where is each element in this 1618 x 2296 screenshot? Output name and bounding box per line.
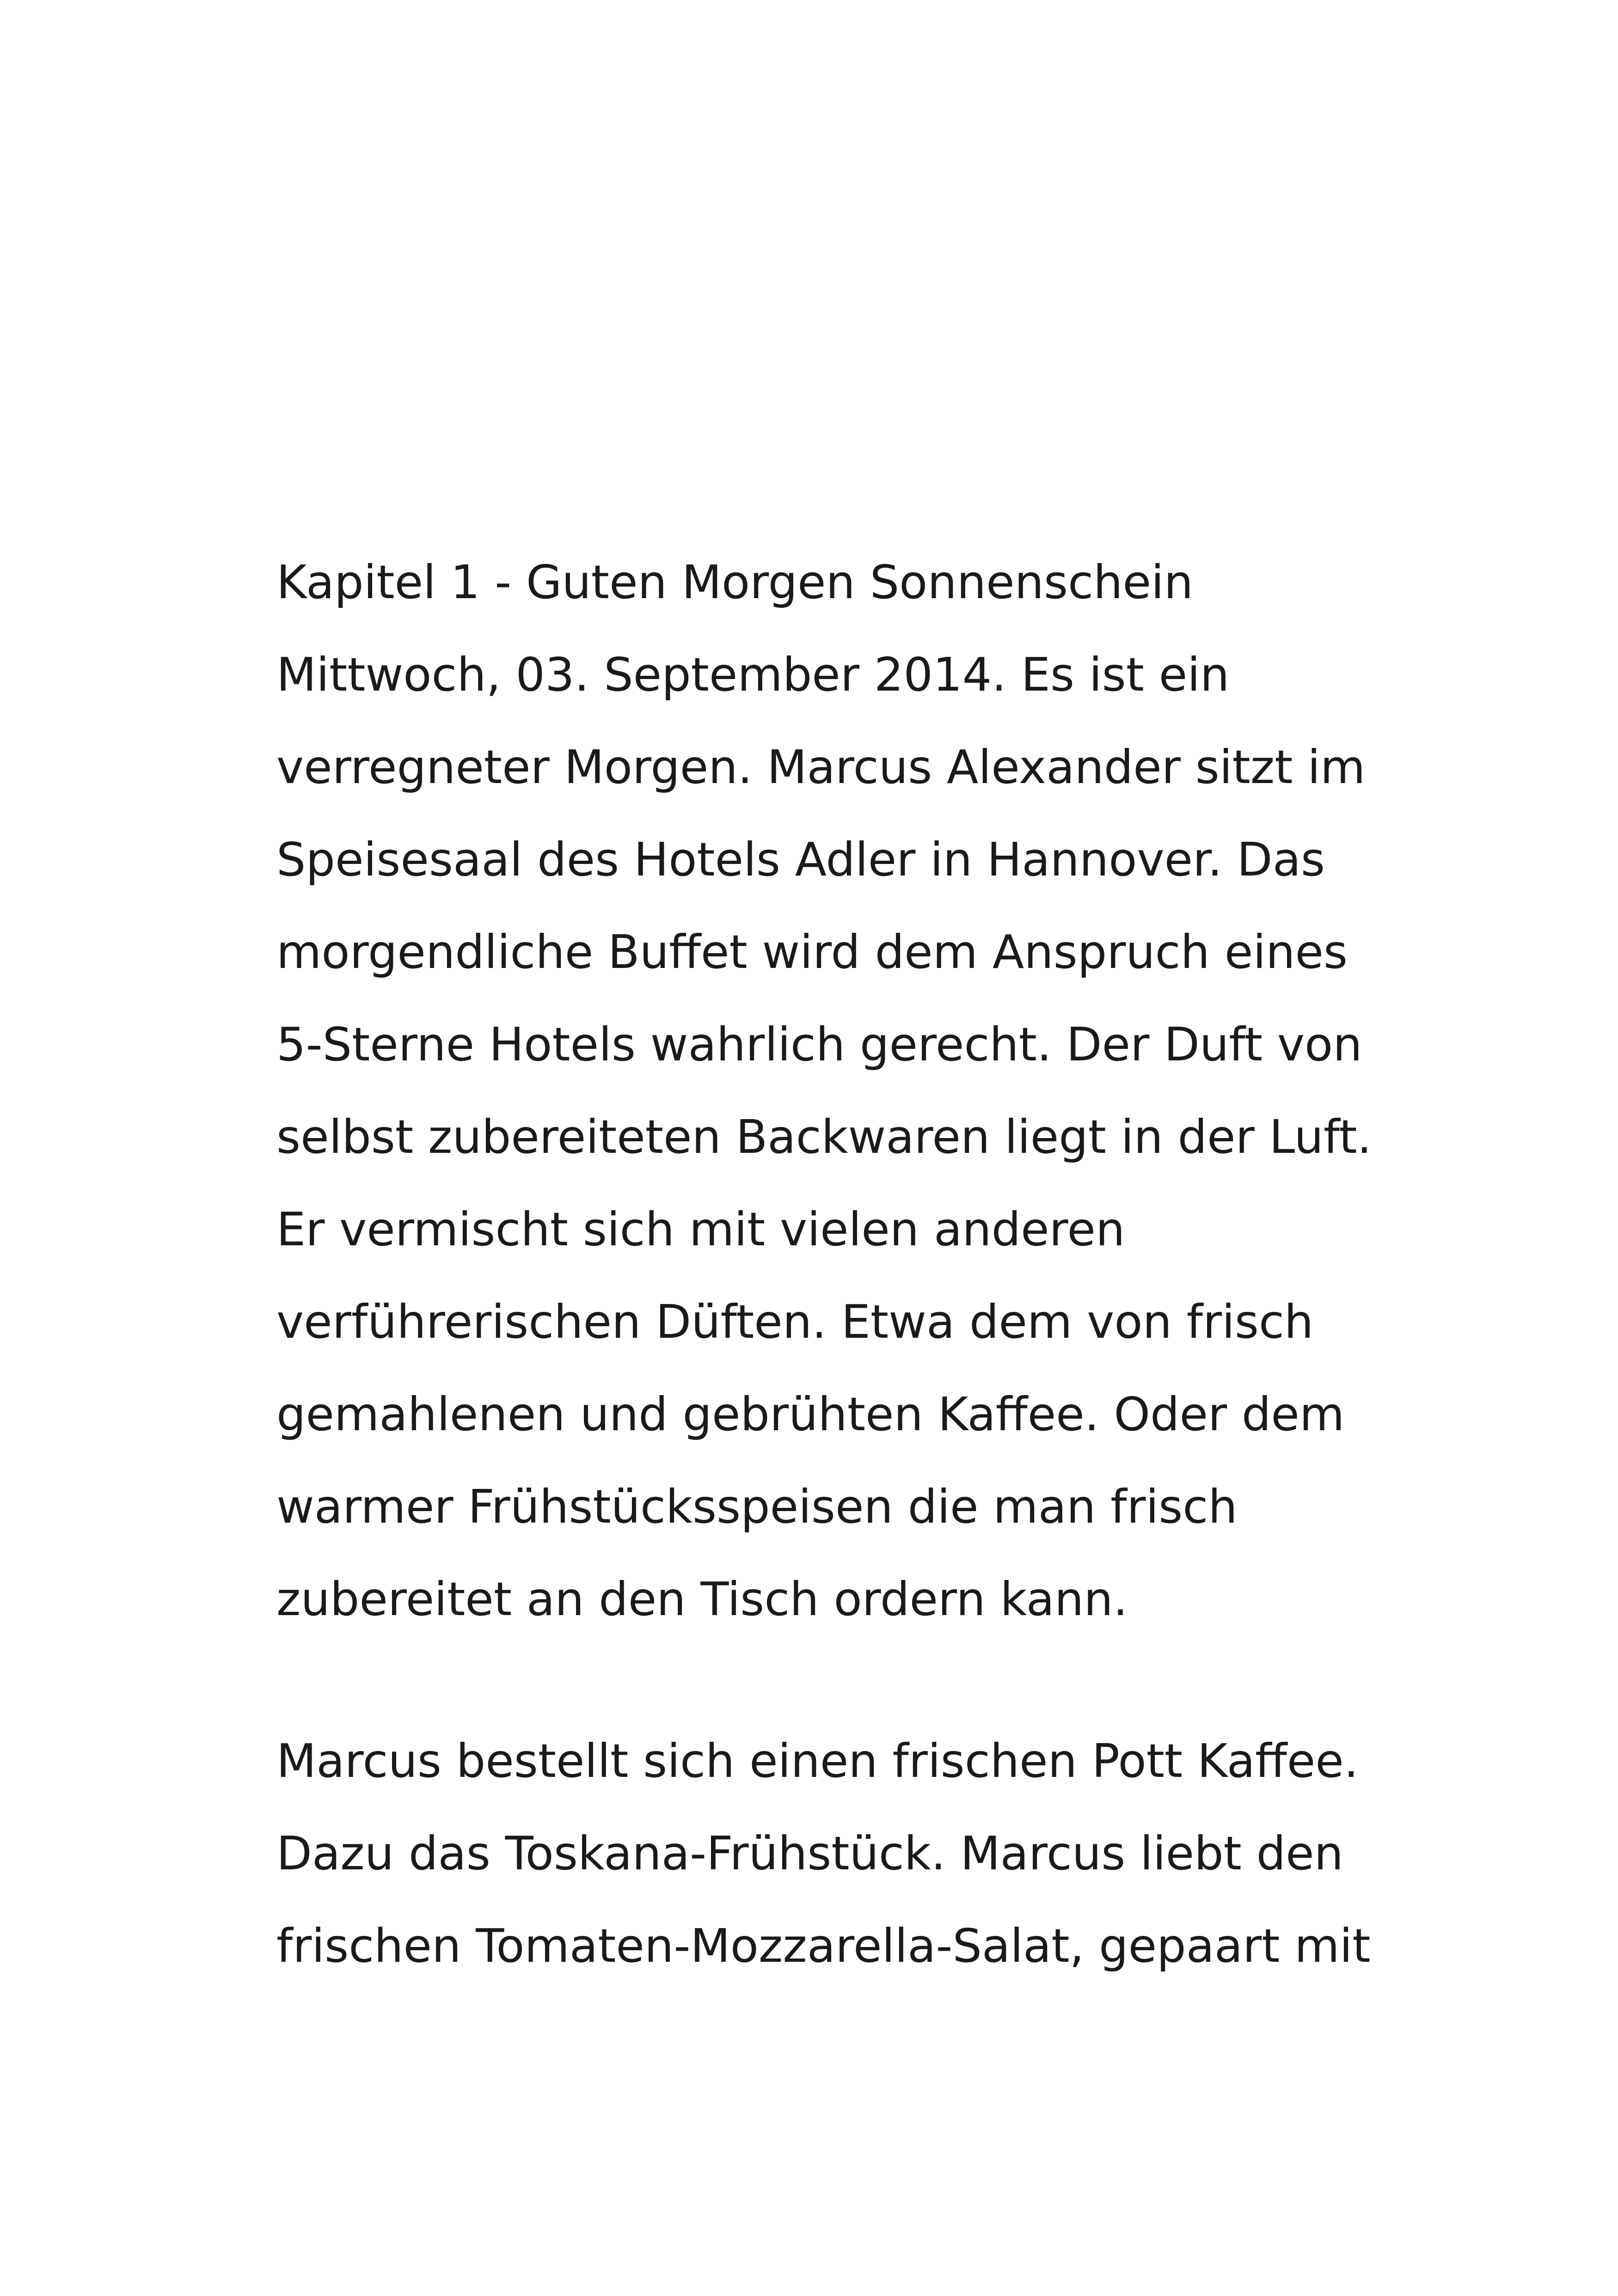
text-line: verführerischen Düften. Etwa dem von frisch — [276, 1295, 1314, 1349]
text-line: Marcus bestellt sich einen frischen Pott Kaffee. — [276, 1734, 1359, 1788]
text-line: Mittwoch, 03. September 2014. Es ist ein — [276, 648, 1230, 702]
body-text — [276, 536, 1386, 1992]
text-line: 5-Sterne Hotels wahrlich gerecht. Der Duft von — [276, 1017, 1362, 1071]
text-line: morgendliche Buffet wird dem Anspruch eines — [276, 925, 1348, 979]
text-line: Dazu das Toskana-Frühstück. Marcus liebt den — [276, 1826, 1344, 1880]
text-line: Speisesaal des Hotels Adler in Hannover. Das — [276, 833, 1325, 887]
text-line: warmer Frühstücksspeisen die man frisch — [276, 1480, 1238, 1534]
text-line: selbst zubereiteten Backwaren liegt in der Luft. — [276, 1110, 1372, 1164]
paragraph-gap — [276, 1646, 1386, 1715]
chapter-title: Kapitel 1 - Guten Morgen Sonnenschein — [276, 555, 1194, 609]
text-line: gemahlenen und gebrühten Kaffee. Oder dem — [276, 1387, 1345, 1441]
text-line: verregneter Morgen. Marcus Alexander sitzt im — [276, 740, 1366, 794]
text-line: frischen Tomaten-Mozzarella-Salat, gepaart mit — [276, 1919, 1371, 1973]
text-line: zubereitet an den Tisch ordern kann. — [276, 1572, 1128, 1626]
text-line: Er vermischt sich mit vielen anderen — [276, 1202, 1125, 1256]
